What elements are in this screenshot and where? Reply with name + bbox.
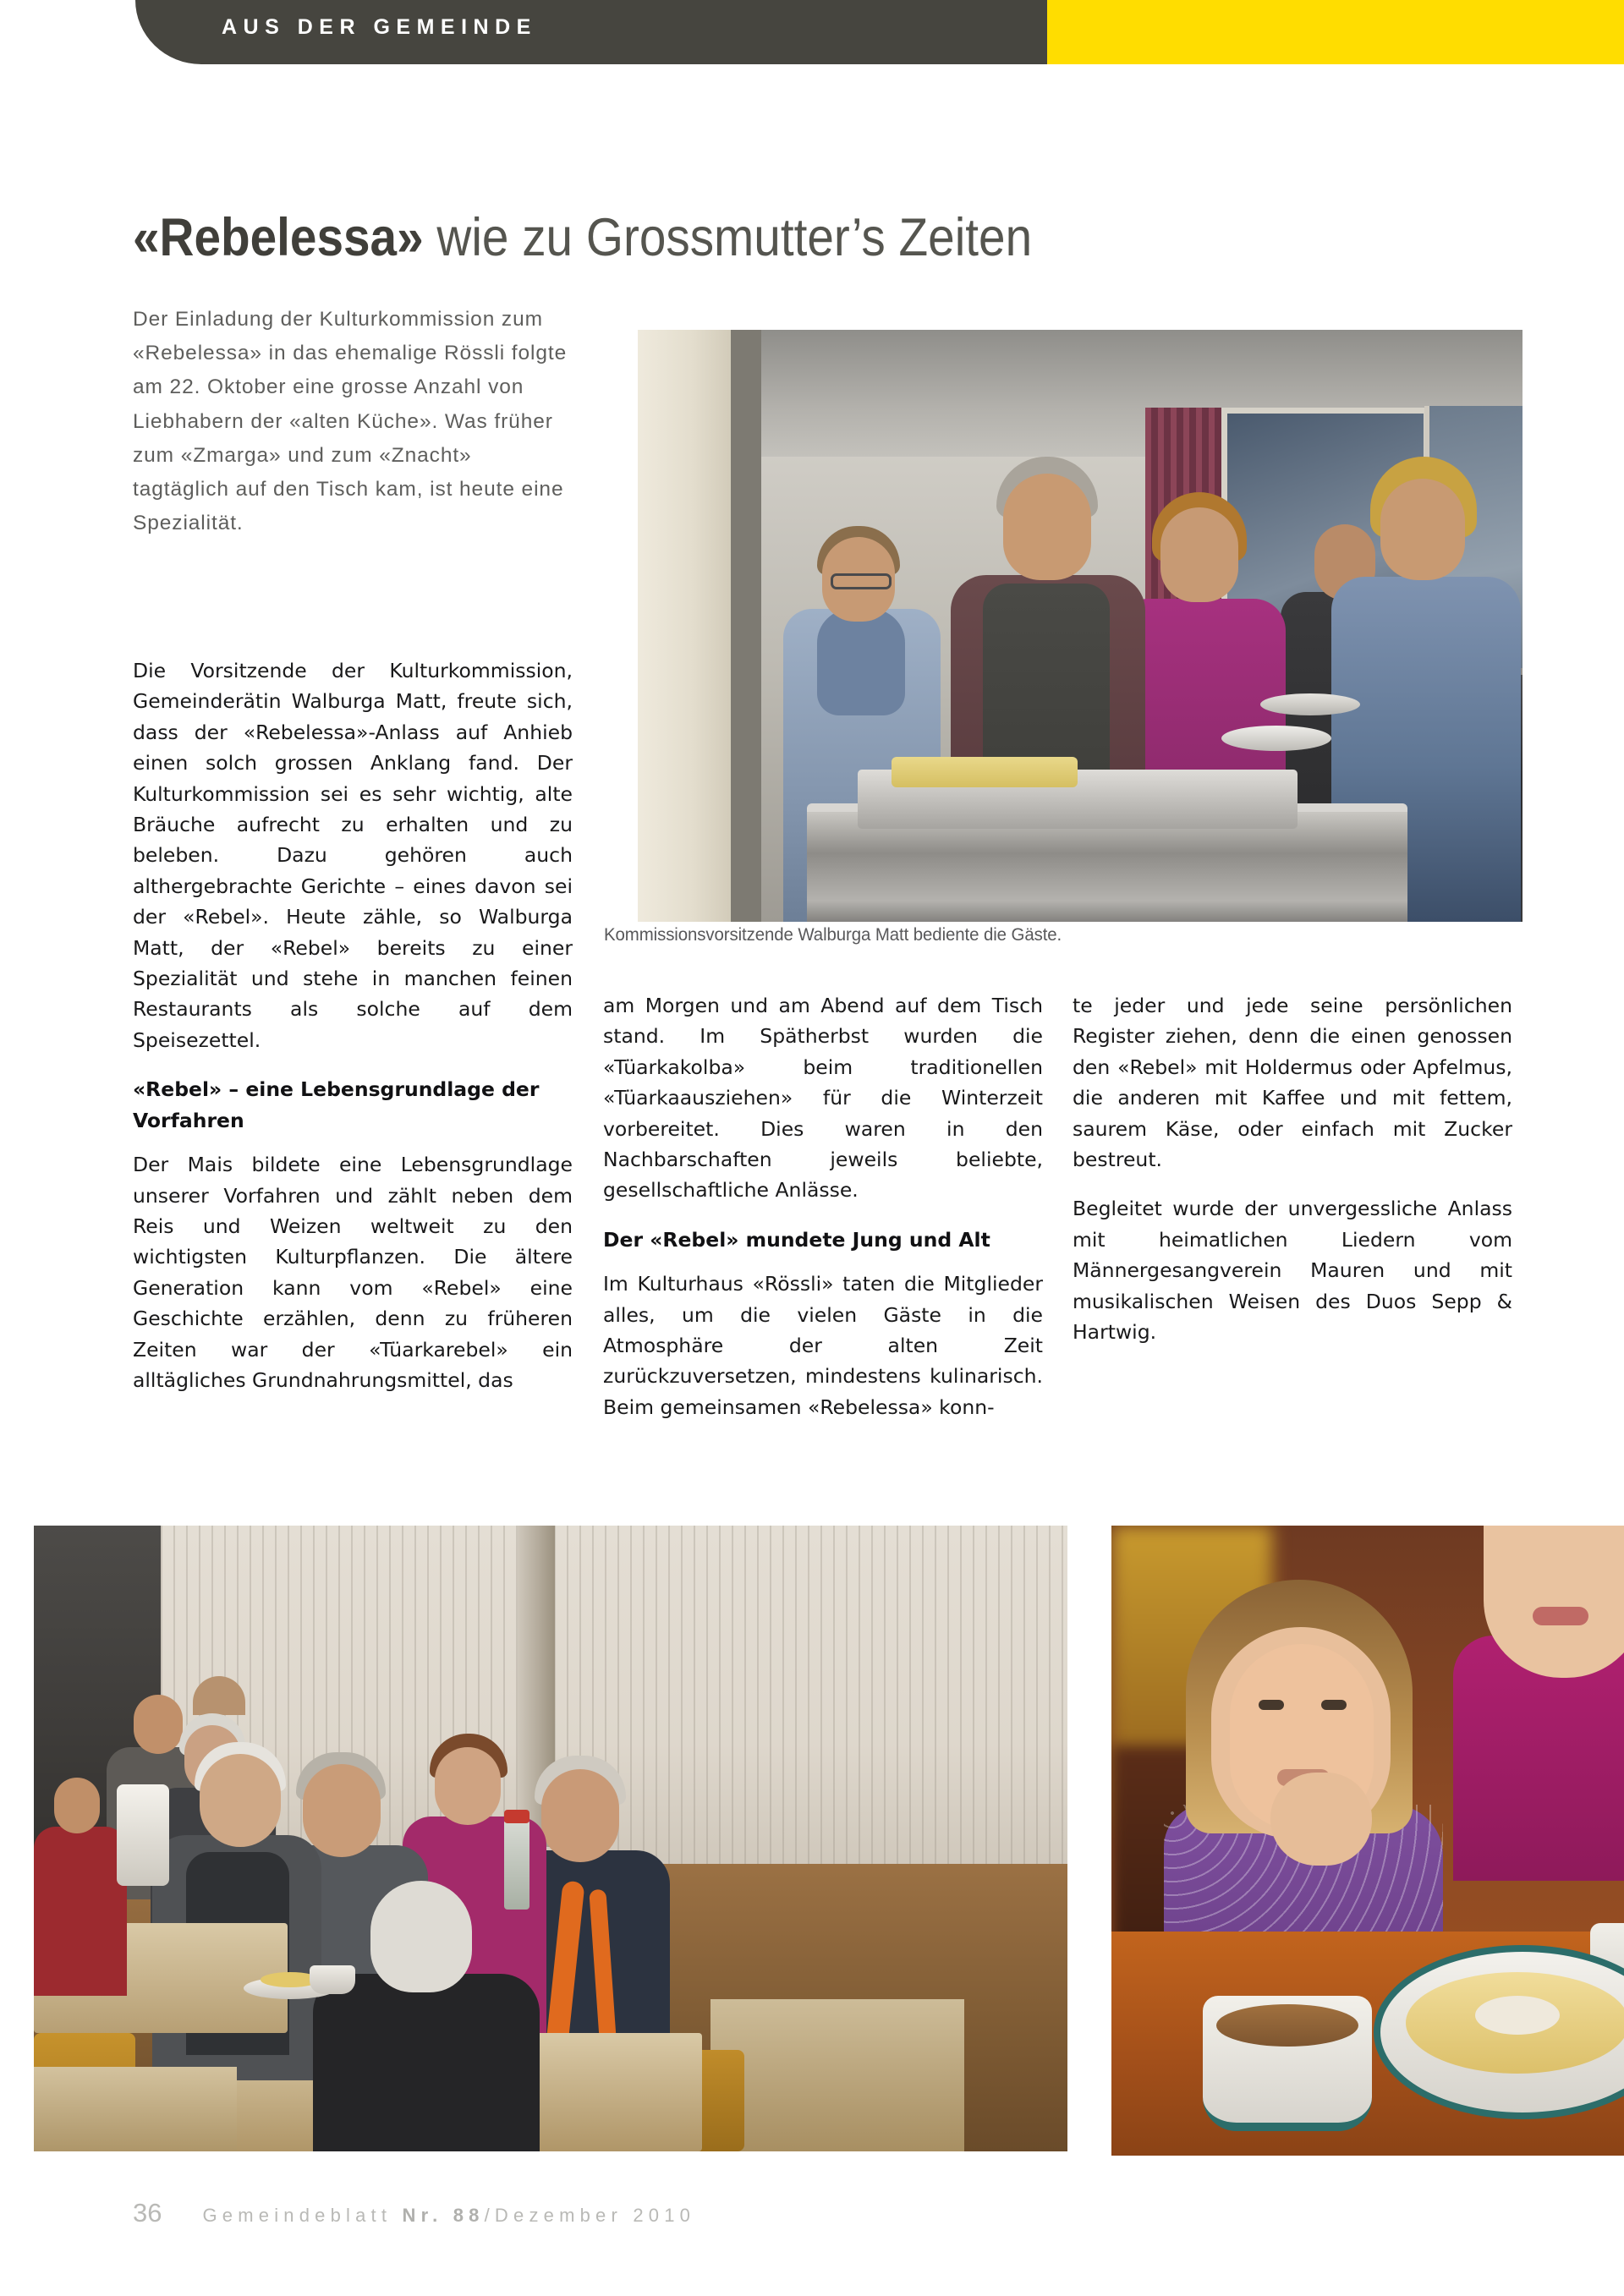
- child-eye-left: [1259, 1700, 1284, 1710]
- hall-table-4: [710, 1999, 964, 2151]
- hall-jug: [117, 1784, 169, 1886]
- photo-child-eating: [1111, 1526, 1624, 2156]
- hall-table-2: [34, 2067, 237, 2151]
- child-hand: [1270, 1773, 1372, 1866]
- child-eye-right: [1321, 1700, 1347, 1710]
- banner-yellow-block: [1046, 0, 1624, 64]
- text-column-2: [603, 990, 1043, 1422]
- photo-buffet: [638, 330, 1522, 922]
- col1-subheading: «Rebel» – eine Lebensgrundlage der Vorfahren: [133, 1077, 540, 1132]
- footer-imprint-prefix: Gemeindeblatt: [202, 2205, 403, 2226]
- text-column-1: [133, 655, 573, 1395]
- photo-plate: [1221, 726, 1331, 751]
- photo-door-shadow: [731, 330, 761, 922]
- guest-9-head: [541, 1769, 619, 1862]
- sibling-lips: [1533, 1607, 1588, 1625]
- guest-5-head: [200, 1754, 281, 1847]
- col1-paragraph-2: Der Mais bildete eine Lebensgrundlage unserer Vorfahren und zählt neben dem Reis und Weizen weltweit zu den wichtigsten Kulturpflanzen. Die ältere Generation kann vom «Rebel» eine Geschichte erzählen, denn zu früheren Zeiten war der «Tüarkarebel» ein alltägliches Grundnahrungsmittel, das: [133, 1153, 573, 1392]
- col1-paragraph-1: Die Vorsitzende der Kulturkommission, Gemeinderätin Walburga Matt, freute sich, dass der «Rebelessa»-Anlass auf Anhieb einen solch grossen Anklang fand. Der Kulturkommission sei es sehr wichtig, alte Bräuche aufrecht zu erhalten und zu beleben. Dazu gehören auch althergebrachte Gerichte – eines davon sei der «Rebel». Heute zähle, so Walburga Matt, der «Rebel» bereits zu einer Spezialität und stehe in manchen feinen Restaurants als solche auf dem Speisezettel.: [133, 659, 573, 1052]
- footer-imprint-suffix: /Dezember 2010: [484, 2205, 696, 2226]
- photo-plate-upper: [1260, 693, 1360, 715]
- page-title: [133, 207, 1351, 268]
- col2-paragraph-1: am Morgen und am Abend auf dem Tisch stand. Im Spätherbst wurden die «Tüarkakolba» beim traditionellen «Tüarkaausziehen» für die Winterzeit vorbereitet. Dies waren in den Nachbarschaften jeweils beliebte, gesellschaftliche Anlässe.: [603, 994, 1043, 1203]
- section-kicker: AUS DER GEMEINDE: [222, 15, 537, 39]
- col2-subheading: Der «Rebel» mundete Jung und Alt: [603, 1227, 990, 1252]
- photo-caption: Kommissionsvorsitzende Walburga Matt bediente die Gäste.: [604, 924, 1062, 945]
- text-column-3: [1073, 990, 1512, 1347]
- photo-food: [892, 757, 1078, 787]
- guest-8-head: [435, 1747, 501, 1825]
- page-number: 36: [133, 2198, 162, 2228]
- hall-bottle-cap: [504, 1810, 529, 1823]
- section-banner: [0, 0, 1624, 64]
- footer-issue-number: Nr. 88: [402, 2205, 485, 2226]
- footer-imprint: [202, 2205, 695, 2226]
- guest-6-head: [303, 1764, 381, 1857]
- table-plate-cream: [1475, 1996, 1560, 2035]
- col3-paragraph-1: te jeder und jede seine persönlichen Register ziehen, denn die einen genossen den «Rebel» mit Holdermus oder Apfelmus, die anderen mit Kaffee und mit fettem, saurem Käse, oder einfach mit Zucker bestreut.: [1073, 994, 1512, 1172]
- guest-7-head: [370, 1881, 472, 1992]
- page-footer: [133, 2198, 1486, 2228]
- photo-man-head: [1003, 474, 1091, 580]
- lead-text: Der Einladung der Kulturkommission zum «Rebelessa» in das ehemalige Rössli folgte am 22. Oktober eine grosse Anzahl von Liebhabern der «alten Küche». Was früher zum «Zmarga» und zum «Znacht» tagtäglich auf den Tisch kam, ist heute eine Spezialität.: [133, 308, 568, 535]
- photo-woman-scarf: [817, 609, 905, 715]
- guest-7-body: [313, 1974, 540, 2151]
- photo-person-magenta-head: [1160, 507, 1238, 602]
- col2-paragraph-2: Im Kulturhaus «Rössli» taten die Mitglieder alles, um die vielen Gäste in die Atmosphäre der alten Zeit zurückzuversetzen, mindestens kulinarisch. Beim gemeinsamen «Rebelessa» konn-: [603, 1272, 1043, 1419]
- photo-doorframe: [638, 330, 738, 922]
- hall-cup: [310, 1965, 355, 1994]
- guest-1-head: [54, 1778, 100, 1833]
- table-cup-coffee: [1216, 2004, 1358, 2047]
- lead-paragraph: [133, 303, 573, 540]
- photo-hall-guests: [34, 1526, 1067, 2151]
- page-title-rest: wie zu Grossmutter’s Zeiten: [423, 208, 1033, 268]
- guest-1-body: [34, 1827, 127, 1996]
- col3-paragraph-2: Begleitet wurde der unvergessliche Anlass mit heimatlichen Liedern vom Männergesangverein Mauren und mit musikalischen Weisen des Duos Sepp & Hartwig.: [1073, 1197, 1512, 1345]
- photo-woman-glasses: [831, 573, 892, 589]
- page-title-strong: «Rebelessa»: [133, 208, 424, 268]
- hall-bottle: [504, 1818, 529, 1910]
- photo-server-head: [1380, 479, 1465, 580]
- guest-2-head: [134, 1695, 183, 1754]
